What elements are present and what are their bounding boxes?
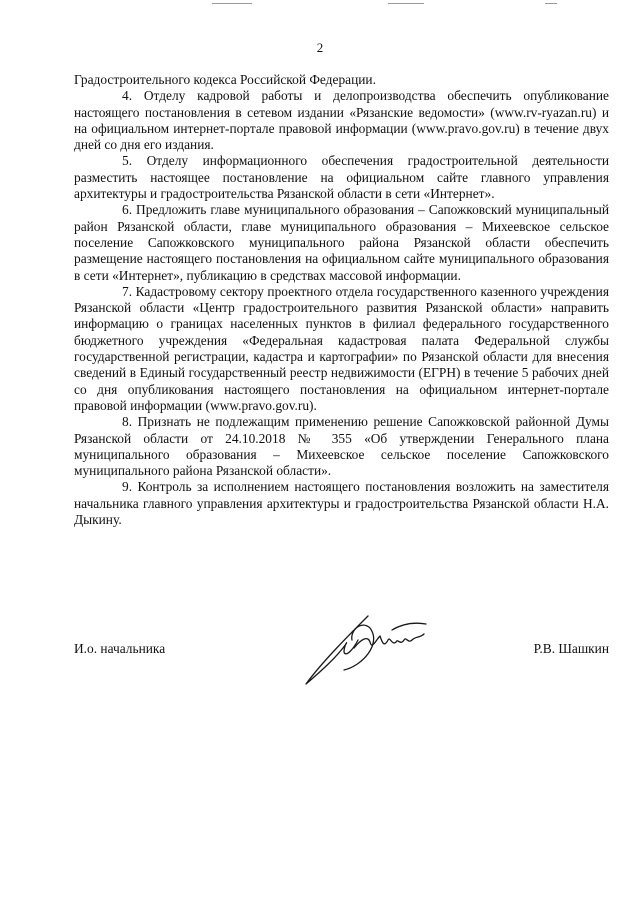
paragraph-continuation: Градостроительного кодекса Российской Федерации. <box>74 72 376 87</box>
page-number: 2 <box>316 40 324 55</box>
paragraph-item-7: 7. Кадастровому сектору проектного отдела государственного казенного учреждения Рязанской области «Центр градостроительного развития Рязанской области» направить информацию о границах населенных пунктов в филиал федерального государственного бюджетного учреждения «Федеральная кадастровая палата Федеральной службы государственной регистрации, кадастра и картографии» по Рязанской области для внесения сведений в Единый государственный реестр недвижимости (ЕГРН) в течение 5 рабочих дней со дня опубликования настоящего постановления на официальном интернет-портале правовой информации (www.pravo.gov.ru). <box>74 283 609 413</box>
paragraph-item-9: 9. Контроль за исполнением настоящего постановления возложить на заместителя начальника главного управления архитектуры и градостроительства Рязанской области Н.А. Дыкину. <box>74 479 609 528</box>
scan-edge-mark <box>545 3 557 4</box>
document-body <box>74 72 609 528</box>
paragraph-item-8: 8. Признать не подлежащим применению решение Сапожковской районной Думы Рязанской области от 24.10.2018 № 355 «Об утверждении Генерального плана муниципального образования – Михеевское сельское поселение Сапожковского муниципального района Рязанской области». <box>74 414 609 479</box>
paragraph-item-4: 4. Отделу кадровой работы и делопроизводства обеспечить опубликование настоящего постановления в сетевом издании «Рязанские ведомости» (www.rv-ryazan.ru) и на официальном интернет-портале правовой информации (www.pravo.gov.ru) в течение двух дней со дня его издания. <box>74 88 609 153</box>
scan-edge-mark <box>212 3 252 4</box>
scan-edge-mark <box>388 3 424 4</box>
signer-position: И.о. начальника <box>74 641 166 656</box>
paragraph-item-6: 6. Предложить главе муниципального образования – Сапожковский муниципальный район Рязанской области, главе муниципального образования – Михеевское сельское поселение Сапожковского муниципального района Рязанской области обеспечить размещение настоящего постановления на официальном сайте муниципального образования в сети «Интернет», публикацию в средствах массовой информации. <box>74 202 609 283</box>
paragraph-item-5: 5. Отделу информационного обеспечения градостроительной деятельности разместить настоящее постановление на официальном сайте главного управления архитектуры и градостроительства Рязанской области в сети «Интернет». <box>74 153 609 202</box>
handwritten-signature-icon <box>292 600 452 696</box>
signer-name: Р.В. Шашкин <box>533 641 609 656</box>
